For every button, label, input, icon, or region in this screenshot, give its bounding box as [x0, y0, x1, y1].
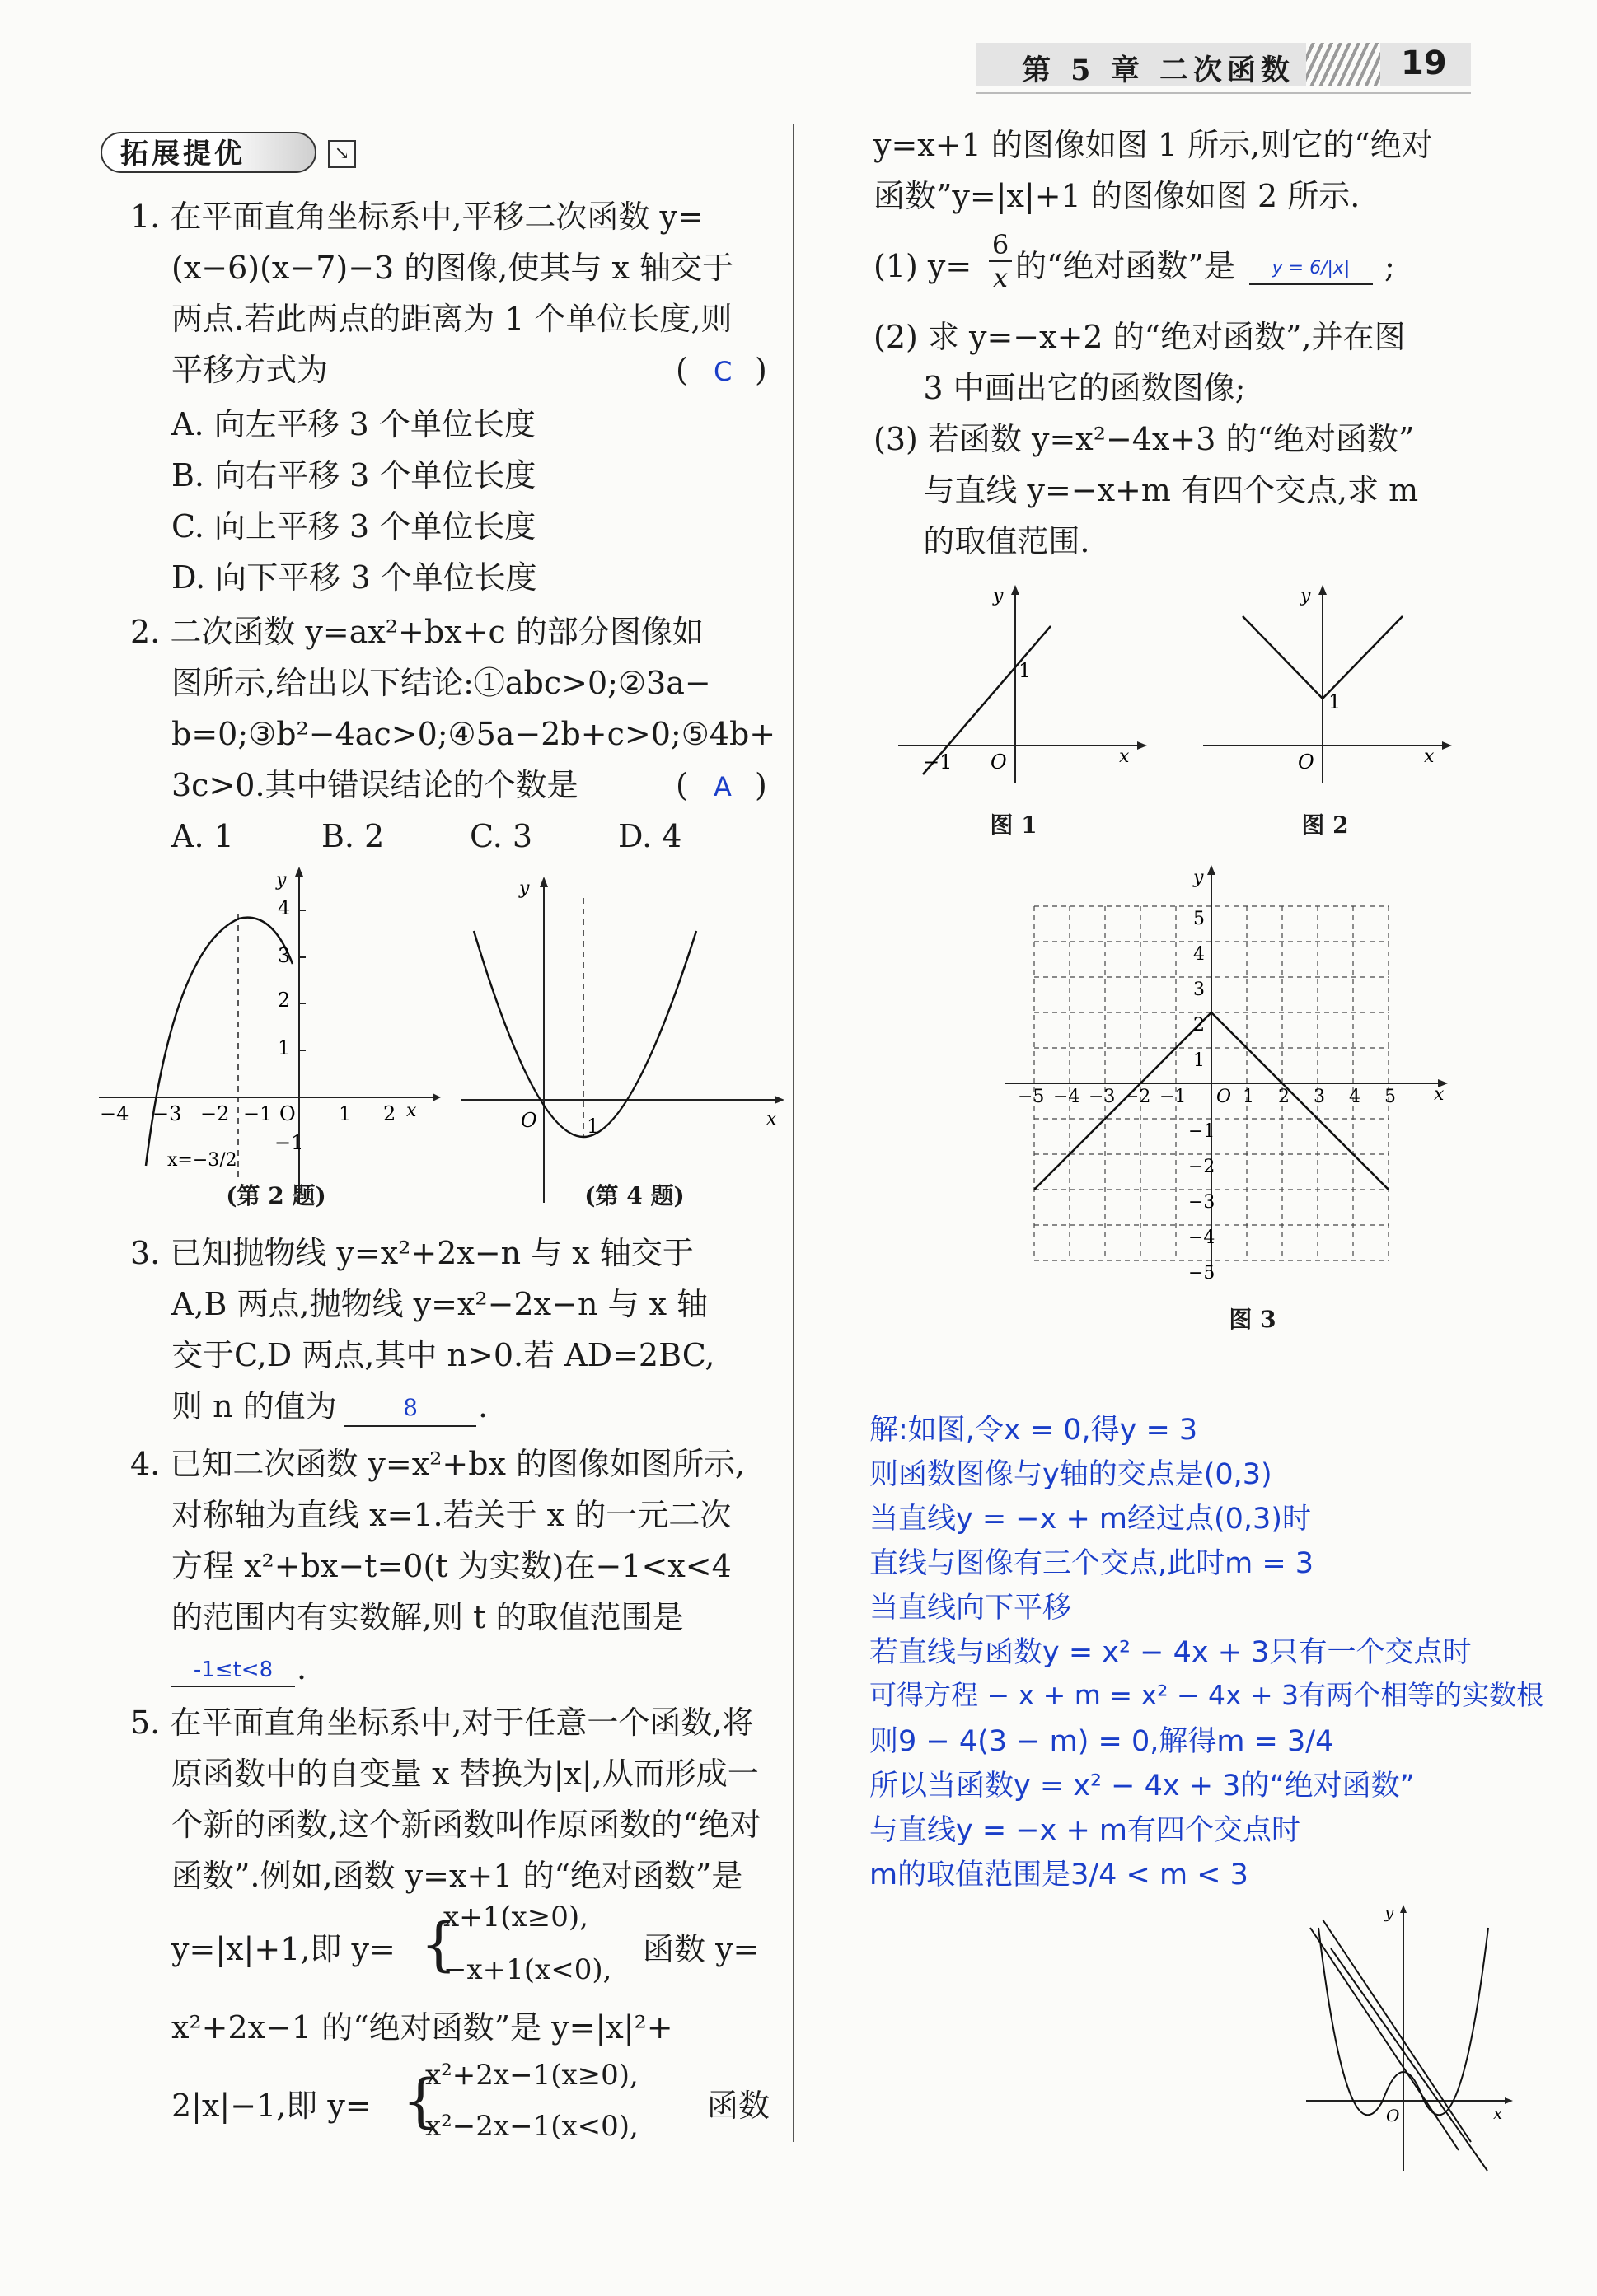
- svg-text:−1: −1: [243, 1102, 273, 1125]
- q1-line-1: 1. 在平面直角坐标系中,平移二次函数 y=: [130, 199, 704, 235]
- figure-1-line-graph: [890, 577, 1162, 791]
- svg-text:4: 4: [1193, 944, 1205, 965]
- chapter-title: 第 5 章 二次函数: [1022, 54, 1295, 87]
- q4-line-3: 方程 x²+bx−t=0(t 为实数)在−1<x<4: [171, 1548, 732, 1584]
- svg-text:x: x: [1434, 1084, 1445, 1105]
- q5-sub1-lead: (1) y=: [873, 248, 972, 284]
- solution-line-8: 则9 − 4(3 − m) = 0,解得m = 3/4: [869, 1725, 1334, 1758]
- q5-sub1-frac-num: 6: [989, 229, 1012, 262]
- svg-text:−3: −3: [152, 1102, 182, 1125]
- q5-piece2-lead: 2|x|−1,即 y=: [171, 2088, 372, 2124]
- svg-text:O: O: [521, 1109, 537, 1132]
- q1-option-b: B. 向右平移 3 个单位长度: [171, 457, 536, 493]
- q5-sub1-answer: y = 6/|x|: [1249, 254, 1373, 285]
- solution-sketch-figure: [1294, 1895, 1516, 2183]
- q4-answer: -1≤t<8: [171, 1654, 295, 1687]
- q1-option-a: A. 向左平移 3 个单位长度: [171, 406, 536, 442]
- solution-line-5: 当直线向下平移: [869, 1592, 1072, 1625]
- section-title: 拓展提优: [101, 132, 316, 173]
- svg-text:4: 4: [1349, 1087, 1360, 1107]
- svg-text:x: x: [406, 1101, 417, 1121]
- q2-option-d: D. 4: [618, 818, 682, 854]
- q1-answer: C: [714, 356, 733, 387]
- figure-1-caption: 图 1: [990, 811, 1037, 839]
- figure-2-abs-graph: [1195, 577, 1467, 791]
- svg-text:3: 3: [1314, 1087, 1325, 1107]
- q3-period: .: [478, 1388, 489, 1424]
- svg-text:5: 5: [1384, 1087, 1396, 1107]
- q5-sub1-fraction: [989, 229, 1012, 293]
- q5-cont-line-2: 函数”y=|x|+1 的图像如图 2 所示.: [873, 178, 1360, 214]
- q3-line-4: 则 n 的值为: [171, 1388, 337, 1424]
- q5-piece1-b: −x+1(x<0),: [443, 1953, 612, 1986]
- q5-piece1-lead: y=|x|+1,即 y=: [171, 1931, 396, 1967]
- svg-text:−4: −4: [1053, 1087, 1080, 1107]
- q5-line-2: 原函数中的自变量 x 替换为|x|,从而形成一: [171, 1756, 759, 1792]
- q4-figure-caption: (第 4 题): [584, 1182, 685, 1209]
- solution-line-3: 当直线y = −x + m经过点(0,3)时: [869, 1503, 1311, 1536]
- svg-text:y: y: [276, 870, 287, 891]
- svg-text:1: 1: [278, 1036, 291, 1059]
- q2-line-1: 2. 二次函数 y=ax²+bx+c 的部分图像如: [130, 614, 704, 650]
- q5-sub1-tail: 的“绝对函数”是: [1015, 248, 1235, 284]
- svg-text:−1: −1: [1159, 1087, 1187, 1107]
- svg-text:1: 1: [587, 1115, 600, 1138]
- q3-line-2: A,B 两点,抛物线 y=x²−2x−n 与 x 轴: [171, 1286, 709, 1322]
- header-rule: [976, 92, 1471, 94]
- svg-text:1: 1: [1019, 659, 1032, 682]
- q4-line-1: 4. 已知二次函数 y=x²+bx 的图像如图所示,: [130, 1446, 746, 1482]
- q5-sub1-frac-den: x: [992, 262, 1009, 293]
- q1-paren-open: (: [676, 352, 688, 388]
- svg-text:−2: −2: [1124, 1087, 1151, 1107]
- q1-option-d: D. 向下平移 3 个单位长度: [171, 559, 537, 596]
- q5-piece2-b: x²−2x−1(x<0),: [425, 2110, 639, 2143]
- q2-option-a: A. 1: [171, 818, 234, 854]
- svg-text:−1: −1: [923, 751, 953, 774]
- solution-line-11: m的取值范围是3/4 < m < 3: [869, 1859, 1248, 1892]
- solution-line-10: 与直线y = −x + m有四个交点时: [869, 1814, 1301, 1847]
- svg-text:y: y: [993, 586, 1004, 606]
- q4-line-4: 的范围内有实数解,则 t 的取值范围是: [171, 1599, 684, 1635]
- q1-line-2: (x−6)(x−7)−3 的图像,使其与 x 轴交于: [171, 250, 733, 286]
- q2-paren-close: ): [755, 767, 767, 803]
- q2-option-c: C. 3: [470, 818, 533, 854]
- q5-sub3-line-1: (3) 若函数 y=x²−4x+3 的“绝对函数”: [873, 421, 1415, 457]
- svg-text:2: 2: [1193, 1015, 1205, 1036]
- q5-piece2-tail: 函数: [707, 2088, 770, 2124]
- solution-line-7: 可得方程 − x + m = x² − 4x + 3有两个相等的实数根: [869, 1679, 1544, 1711]
- q5-cont-line-1: y=x+1 的图像如图 1 所示,则它的“绝对: [873, 127, 1433, 163]
- q4-period: .: [297, 1650, 307, 1686]
- q3-answer: 8: [344, 1391, 476, 1427]
- q5-sub3-line-2: 与直线 y=−x+m 有四个交点,求 m: [873, 472, 1419, 508]
- q5-line-4: 函数”.例如,函数 y=x+1 的“绝对函数”是: [171, 1858, 743, 1894]
- q5-line-mid: x²+2x−1 的“绝对函数”是 y=|x|²+: [171, 2009, 673, 2046]
- svg-text:−4: −4: [100, 1102, 129, 1125]
- page-number: 19: [1401, 44, 1447, 82]
- svg-text:1: 1: [1243, 1087, 1254, 1107]
- svg-text:y: y: [1193, 867, 1204, 888]
- q5-brace-2: {: [402, 2067, 439, 2135]
- figure-3-caption: 图 3: [1229, 1306, 1276, 1333]
- figure-2-caption: 图 2: [1301, 811, 1349, 839]
- svg-text:−2: −2: [1188, 1157, 1215, 1177]
- q4-line-2: 对称轴为直线 x=1.若关于 x 的一元二次: [171, 1497, 732, 1533]
- svg-text:x: x: [1424, 746, 1435, 767]
- svg-text:O: O: [1216, 1087, 1232, 1107]
- svg-text:x: x: [1119, 746, 1130, 767]
- svg-text:y: y: [1300, 586, 1311, 606]
- q2-axis-note: x=−3/2: [167, 1150, 237, 1171]
- q5-sub2-line-2: 3 中画出它的函数图像;: [873, 370, 1246, 406]
- svg-text:2: 2: [278, 989, 291, 1012]
- svg-text:−5: −5: [1018, 1087, 1045, 1107]
- solution-line-1: 解:如图,令x = 0,得y = 3: [869, 1414, 1198, 1447]
- svg-text:x: x: [766, 1109, 777, 1129]
- q4-parabola-figure: [461, 865, 791, 1211]
- svg-text:3: 3: [1193, 980, 1205, 1000]
- svg-text:O: O: [1386, 2106, 1400, 2125]
- figure-3-grid-graph: [997, 857, 1459, 1302]
- q2-answer: A: [714, 771, 732, 802]
- column-divider: [793, 124, 794, 2142]
- q5-piece1-a: x+1(x≥0),: [443, 1901, 588, 1934]
- q5-sub1-end: ;: [1384, 248, 1395, 284]
- q3-line-1: 3. 已知抛物线 y=x²+2x−n 与 x 轴交于: [130, 1235, 694, 1271]
- q5-sub2-line-1: (2) 求 y=−x+2 的“绝对函数”,并在图: [873, 319, 1406, 355]
- svg-text:y: y: [519, 878, 530, 899]
- q2-line-2: 图所示,给出以下结论:①abc>0;②3a−: [171, 665, 711, 701]
- q2-line-3: b=0;③b²−4ac>0;④5a−2b+c>0;⑤4b+: [171, 716, 776, 752]
- q1-option-c: C. 向上平移 3 个单位长度: [171, 508, 536, 545]
- solution-line-6: 若直线与函数y = x² − 4x + 3只有一个交点时: [869, 1636, 1472, 1669]
- svg-text:−1: −1: [274, 1131, 304, 1154]
- svg-text:−3: −3: [1089, 1087, 1116, 1107]
- svg-text:4: 4: [278, 896, 291, 919]
- solution-line-4: 直线与图像有三个交点,此时m = 3: [869, 1547, 1314, 1580]
- solution-line-9: 所以当函数y = x² − 4x + 3的“绝对函数”: [869, 1770, 1415, 1803]
- svg-text:O: O: [1298, 751, 1314, 774]
- q5-brace-1: {: [420, 1910, 457, 1978]
- q5-piece2-a: x²+2x−1(x≥0),: [425, 2059, 639, 2092]
- q5-sub3-line-3: 的取值范围.: [873, 523, 1090, 559]
- arrow-down-right-icon: ↘: [328, 140, 356, 168]
- q2-option-b: B. 2: [321, 818, 385, 854]
- svg-text:5: 5: [1193, 909, 1205, 929]
- svg-text:x: x: [1493, 2103, 1503, 2123]
- svg-text:−1: −1: [1188, 1121, 1215, 1142]
- svg-text:−4: −4: [1188, 1227, 1215, 1248]
- svg-text:2: 2: [383, 1102, 396, 1125]
- svg-text:y: y: [1384, 1902, 1394, 1922]
- q3-line-3: 交于C,D 两点,其中 n>0.若 AD=2BC,: [171, 1337, 715, 1373]
- header-decoration: [1306, 43, 1380, 86]
- svg-text:3: 3: [278, 944, 291, 967]
- q1-paren-close: ): [755, 352, 767, 388]
- q2-line-4: 3c>0.其中错误结论的个数是: [171, 767, 578, 803]
- svg-text:−2: −2: [200, 1102, 230, 1125]
- svg-text:−5: −5: [1188, 1263, 1215, 1284]
- q2-paren-open: (: [676, 767, 688, 803]
- q5-piece1-tail: 函数 y=: [643, 1931, 760, 1967]
- svg-text:1: 1: [339, 1102, 352, 1125]
- q1-line-4: 平移方式为: [171, 352, 329, 388]
- q2-figure-caption: (第 2 题): [226, 1182, 326, 1209]
- svg-text:O: O: [279, 1102, 296, 1125]
- svg-text:2: 2: [1278, 1087, 1290, 1107]
- svg-text:−3: −3: [1188, 1192, 1215, 1213]
- svg-text:O: O: [991, 751, 1007, 774]
- svg-text:1: 1: [1328, 690, 1342, 713]
- svg-text:1: 1: [1193, 1050, 1205, 1071]
- q5-line-3: 个新的函数,这个新函数叫作原函数的“绝对: [171, 1807, 761, 1843]
- q2-parabola-figure: [95, 865, 441, 1211]
- q5-line-1: 5. 在平面直角坐标系中,对于任意一个函数,将: [130, 1704, 754, 1741]
- q1-line-3: 两点.若此两点的距离为 1 个单位长度,则: [171, 301, 733, 337]
- solution-line-2: 则函数图像与y轴的交点是(0,3): [869, 1458, 1272, 1491]
